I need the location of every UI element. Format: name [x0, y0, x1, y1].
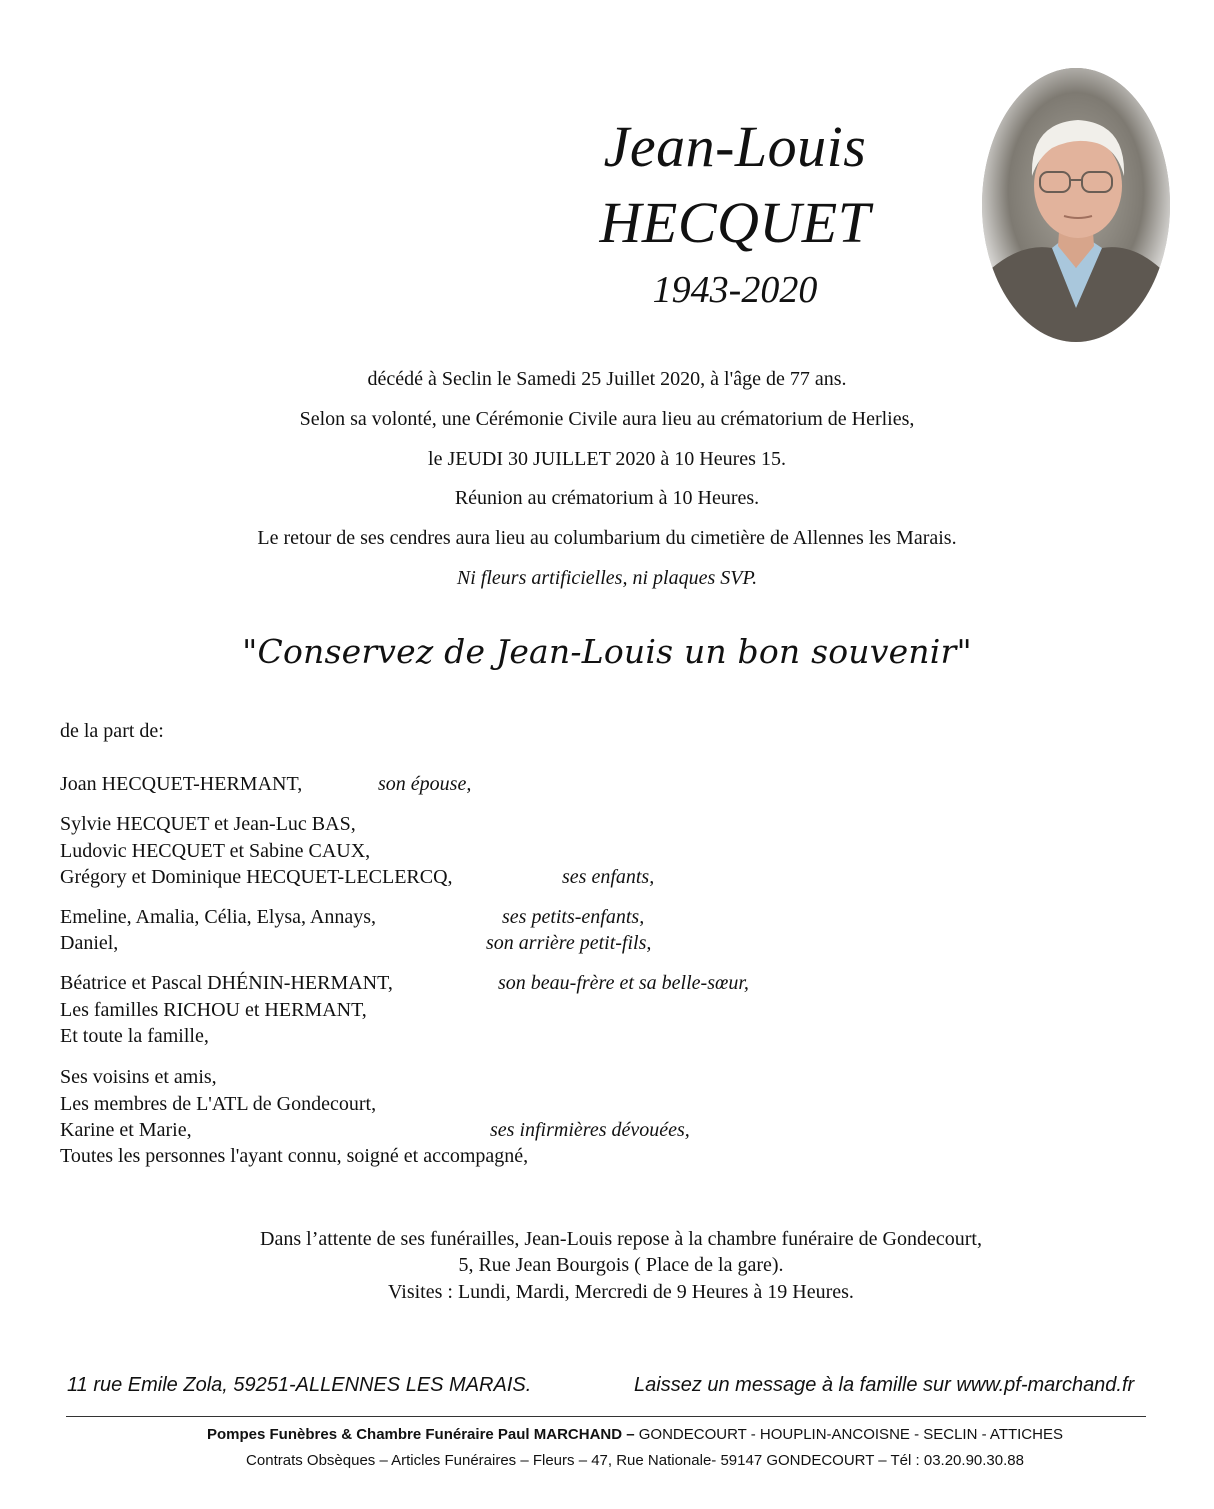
rest-line-3: Visites : Lundi, Mardi, Mercredi de 9 Heures à 19 Heures. [388, 1281, 854, 1303]
memorial-quote: "Conservez de Jean-Louis un bon souvenir" [242, 632, 972, 671]
child-3: Grégory et Dominique HECQUET-LECLERCQ, [60, 866, 453, 888]
whole-family-line: Et toute la famille, [60, 1025, 209, 1047]
notice-line-2: Selon sa volonté, une Cérémonie Civile aura lieu au crématorium de Herlies, [299, 408, 915, 430]
all-people-line: Toutes les personnes l'ayant connu, soigné et accompagné, [60, 1145, 529, 1167]
atl-line: Les membres de L'ATL de Gondecourt, [60, 1093, 377, 1115]
deceased-last-name: HECQUET [599, 190, 871, 255]
in-laws-names: Béatrice et Pascal DHÉNIN-HERMANT, [60, 972, 393, 994]
great-grandchild-role: son arrière petit-fils, [486, 932, 652, 954]
child-1: Sylvie HECQUET et Jean-Luc BAS, [60, 813, 356, 835]
notice-line-1: décédé à Seclin le Samedi 25 Juillet 2020, à l'âge de 77 ans. [367, 368, 847, 390]
notice-line-3: le JEUDI 30 JUILLET 2020 à 10 Heures 15. [428, 448, 786, 470]
company-name: Pompes Funèbres & Chambre Funéraire Paul MARCHAND – [207, 1426, 635, 1443]
from-label: de la part de: [60, 720, 164, 742]
footer-message: Laissez un message à la famille sur www.pf-marchand.fr [634, 1374, 1135, 1396]
neighbours-line: Ses voisins et amis, [60, 1066, 217, 1088]
rest-line-2: 5, Rue Jean Bourgois ( Place de la gare). [458, 1254, 784, 1276]
company-line [0, 1426, 1214, 1443]
spouse-name: Joan HECQUET-HERMANT, [60, 773, 303, 795]
child-2: Ludovic HECQUET et Sabine CAUX, [60, 840, 371, 862]
deceased-first-name: Jean-Louis [603, 114, 867, 179]
grandchildren-names: Emeline, Amalia, Célia, Elysa, Annays, [60, 906, 377, 928]
spouse-role: son épouse, [378, 773, 472, 795]
nurses-names: Karine et Marie, [60, 1119, 192, 1141]
children-role: ses enfants, [562, 866, 655, 888]
notice-note: Ni fleurs artificielles, ni plaques SVP. [456, 567, 758, 589]
in-laws-role: son beau-frère et sa belle-sœur, [498, 972, 749, 994]
portrait-illustration [982, 68, 1170, 342]
company-towns: GONDECOURT - HOUPLIN-ANCOISNE - SECLIN - ATTICHES [634, 1426, 1063, 1443]
families-line: Les familles RICHOU et HERMANT, [60, 999, 367, 1021]
rest-line-1: Dans l’attente de ses funérailles, Jean-Louis repose à la chambre funéraire de Gondecourt, [260, 1228, 982, 1250]
footer-divider [66, 1416, 1146, 1417]
portrait-photo [982, 68, 1170, 342]
footer-address: 11 rue Emile Zola, 59251-ALLENNES LES MARAIS. [67, 1374, 532, 1396]
grandchildren-role: ses petits-enfants, [502, 906, 645, 928]
great-grandchild-name: Daniel, [60, 932, 119, 954]
services-line: Contrats Obsèques – Articles Funéraires – Fleurs – 47, Rue Nationale- 59147 GONDECOURT – Tél : 03.20.90.30.88 [246, 1452, 1024, 1469]
notice-line-4: Réunion au crématorium à 10 Heures. [454, 487, 760, 509]
deceased-years: 1943-2020 [652, 269, 818, 311]
nurses-role: ses infirmières dévouées, [490, 1119, 690, 1141]
notice-line-5: Le retour de ses cendres aura lieu au columbarium du cimetière de Allennes les Marais. [257, 527, 957, 549]
